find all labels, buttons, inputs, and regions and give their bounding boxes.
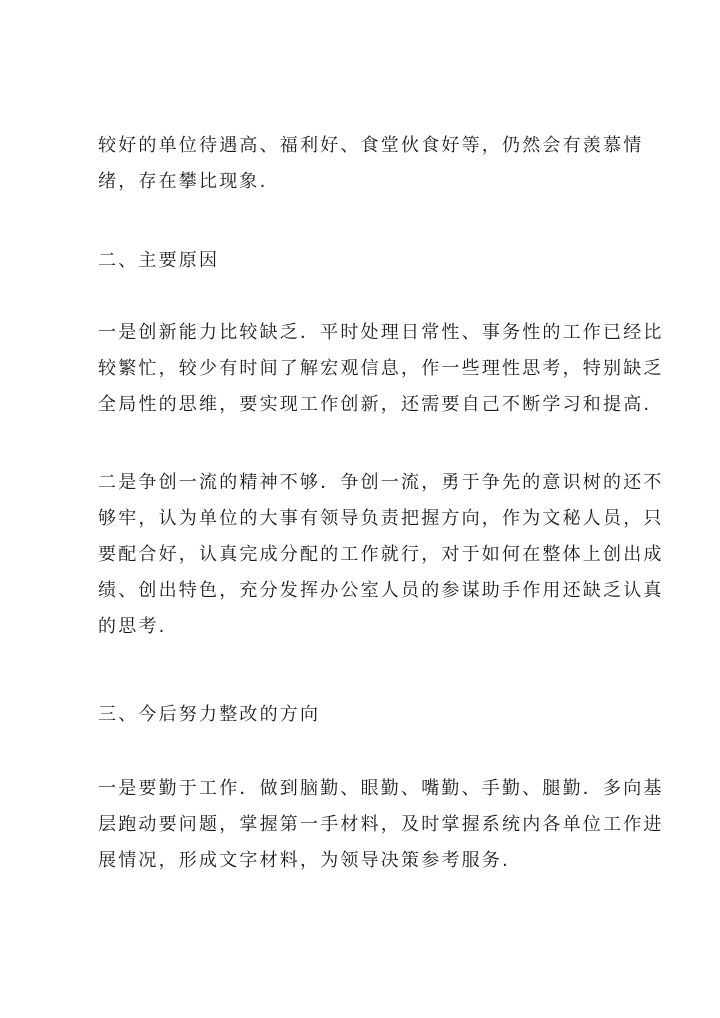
text-line: 绪，存在攀比现象.	[98, 171, 268, 192]
text-line: 层跑动要问题，掌握第一手材料，及时掌握系统内各单位工作进	[98, 814, 664, 835]
paragraph-comparison	[98, 128, 643, 200]
text-line: 要配合好，认真完成分配的工作就行，对于如何在整体上创出成	[98, 544, 664, 565]
text-line: 绩、创出特色，充分发挥办公室人员的参谋助手作用还缺乏认真	[98, 580, 664, 601]
text-line: 展情况，形成文字材料，为领导决策参考服务.	[98, 850, 510, 871]
text-line: 全局性的思维，要实现工作创新，还需要自己不断学习和提高.	[98, 394, 652, 415]
text-line: 一是要勤于工作．做到脑勤、眼勤、嘴勤、手勤、腿勤．多向基	[98, 778, 664, 799]
section-heading-rectification-direction: 三、今后努力整改的方向	[98, 704, 321, 725]
paragraph-diligence	[98, 771, 664, 879]
paragraph-first-class-spirit	[98, 465, 664, 645]
text-line: 二是争创一流的精神不够．争创一流，勇于争先的意识树的还不	[98, 472, 664, 493]
section-heading-main-causes: 二、主要原因	[98, 250, 220, 271]
text-line: 一是创新能力比较缺乏．平时处理日常性、事务性的工作已经比	[98, 322, 664, 343]
text-line: 较好的单位待遇高、福利好、食堂伙食好等，仍然会有羡慕情	[98, 135, 644, 156]
text-line: 较繁忙，较少有时间了解宏观信息，作一些理性思考，特别缺乏	[98, 358, 664, 379]
text-line: 够牢，认为单位的大事有领导负责把握方向，作为文秘人员，只	[98, 508, 664, 529]
paragraph-innovation	[98, 315, 664, 423]
text-line: 的思考.	[98, 616, 167, 637]
